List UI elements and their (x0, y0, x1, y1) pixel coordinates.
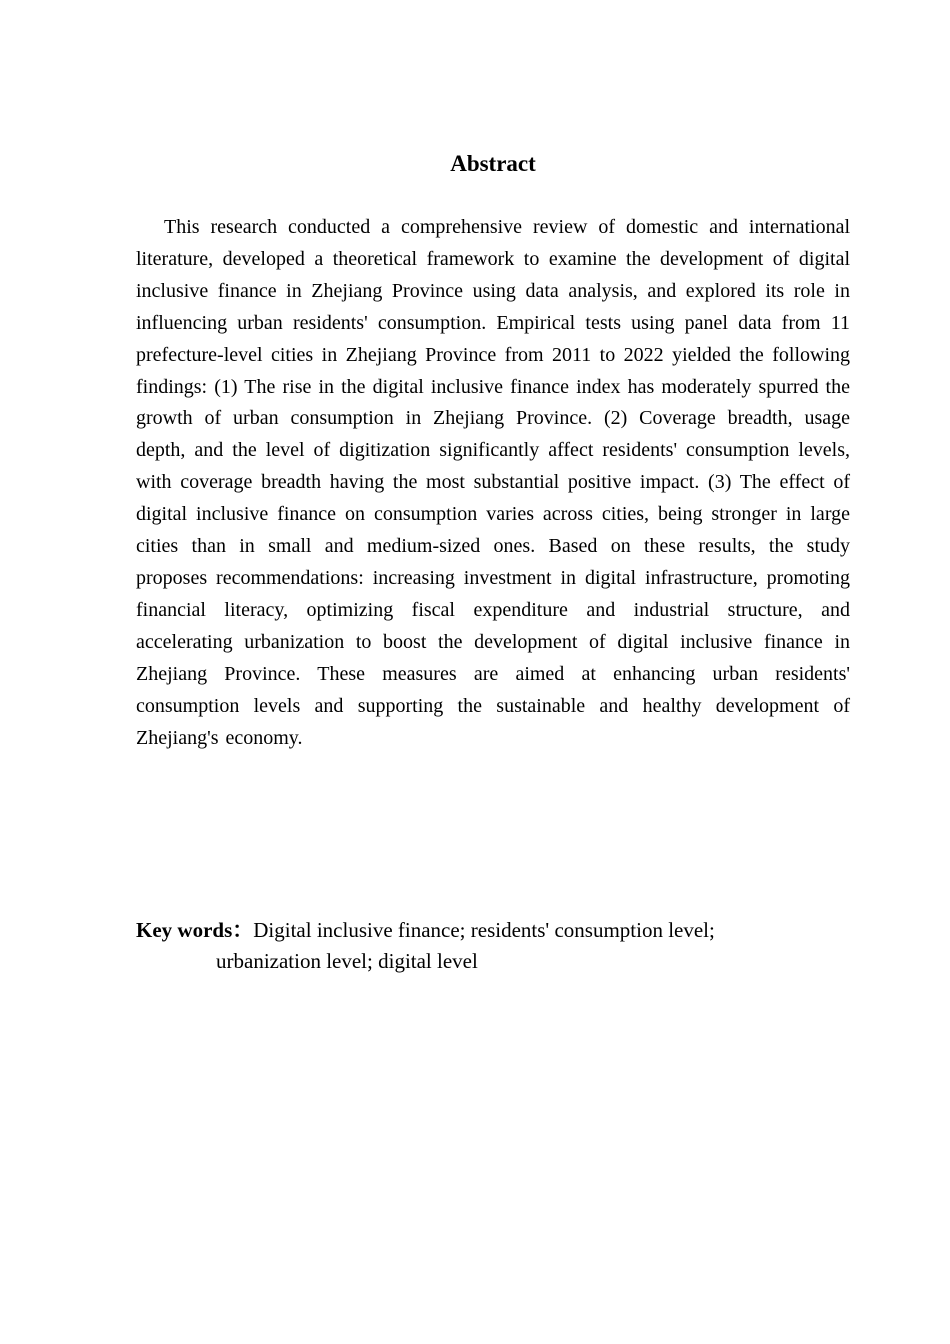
keywords-section (136, 915, 850, 977)
keywords-line-1 (136, 915, 850, 946)
abstract-heading: Abstract (450, 151, 536, 176)
abstract-paragraph: This research conducted a comprehensive review of domestic and international literature, developed a theoretical framework to examine the development of digital inclusive finance in Zhejiang Province using data analysis, and explored its role in influencing urban residents' consumption. Empirical tests using panel data from 11 prefecture-level cities in Zhejiang Province from 2011 to 2022 yielded the following findings: (1) The rise in the digital inclusive finance index has moderately spurred the growth of urban consumption in Zhejiang Province. (2) Coverage breadth, usage depth, and the level of digitization significantly affect residents' consumption levels, with coverage breadth having the most substantial positive impact. (3) The effect of digital inclusive finance on consumption varies across cities, being stronger in large cities than in small and medium-sized ones. Based on these results, the study proposes recommendations: increasing investment in digital infrastructure, promoting financial literacy, optimizing fiscal expenditure and industrial structure, and accelerating urbanization to boost the development of digital inclusive finance in Zhejiang Province. These measures are aimed at enhancing urban residents' consumption levels and supporting the sustainable and healthy development of Zhejiang's economy. (136, 216, 850, 749)
keywords-text-1: Digital inclusive finance; residents' consumption level; (253, 918, 715, 942)
keywords-label: Key words： (136, 918, 254, 942)
keywords-line-2: urbanization level; digital level (216, 949, 478, 973)
